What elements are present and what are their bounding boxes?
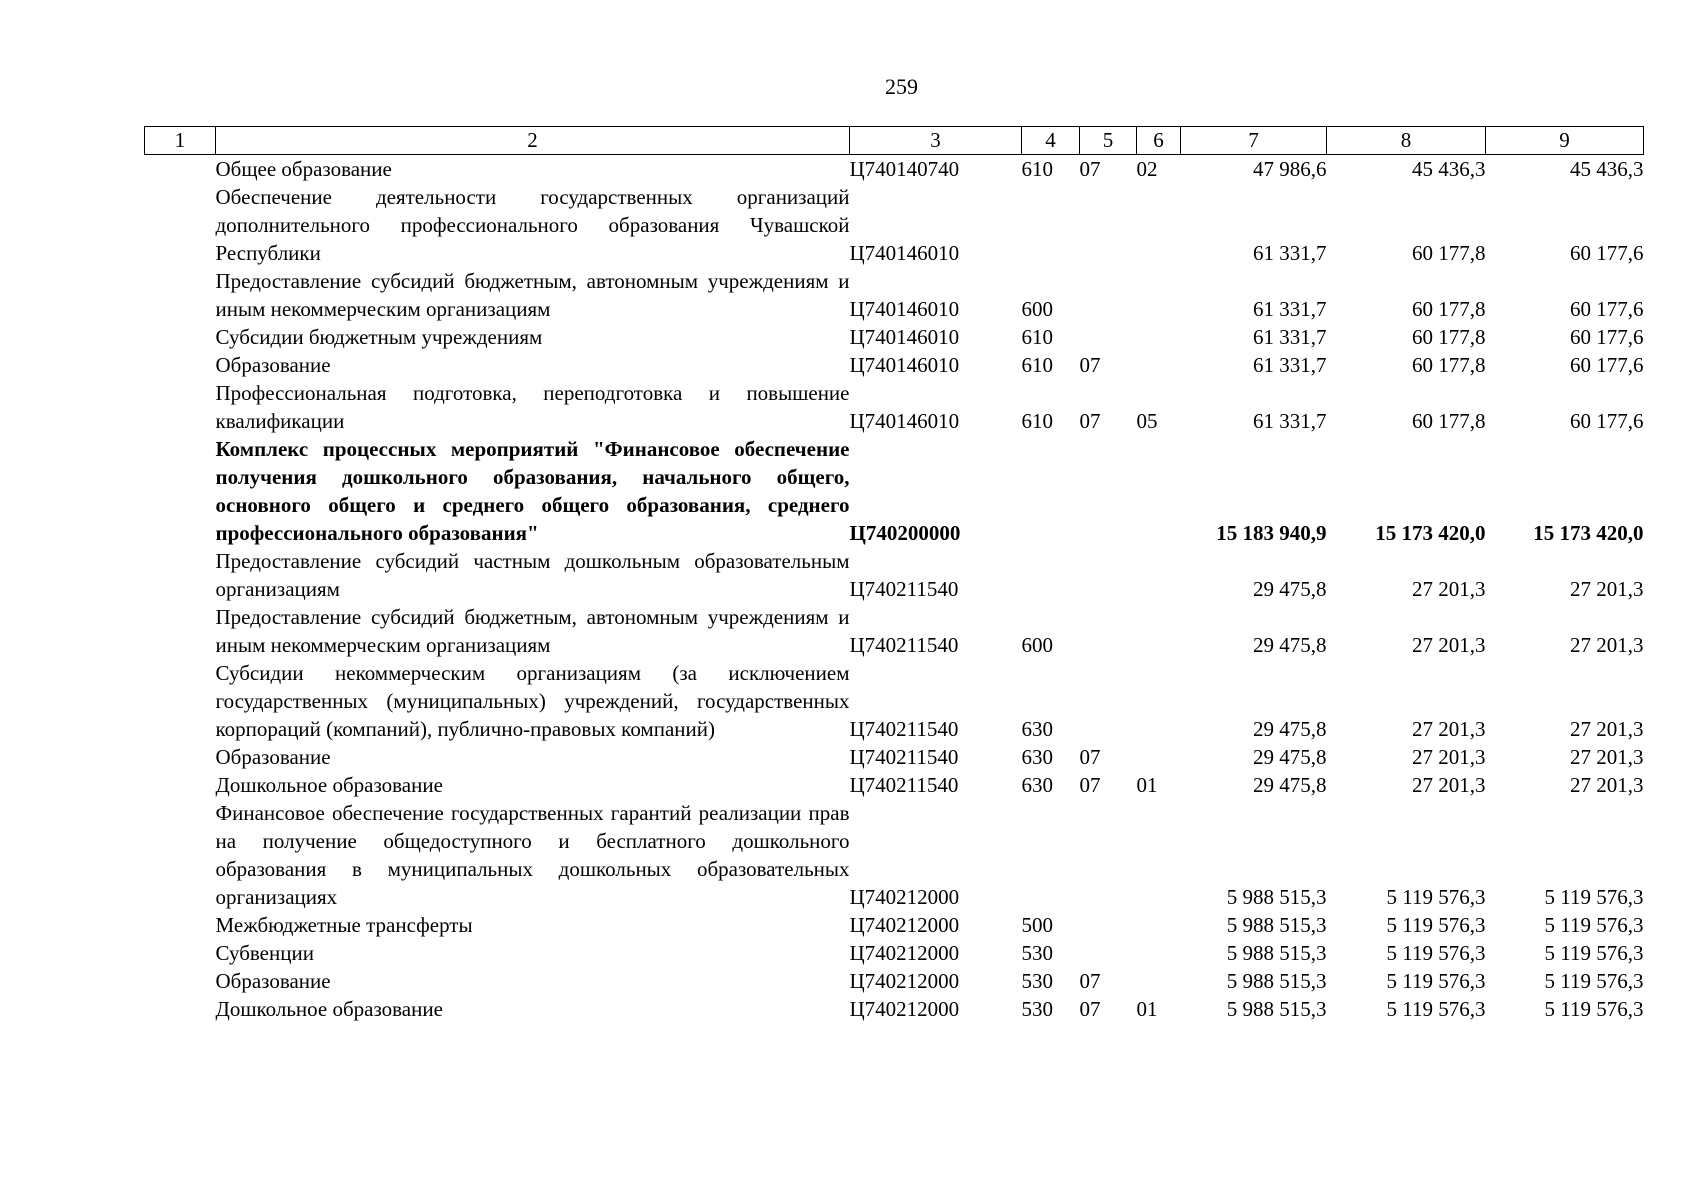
target-code-cell: Ц740146010 <box>849 325 960 349</box>
section-cell: 07 <box>1079 745 1101 769</box>
section-cell <box>1080 939 1137 967</box>
row-name-cell: Общее образование <box>215 157 392 181</box>
expense-type-cell: 630 <box>1021 717 1053 741</box>
table-row <box>145 267 1644 323</box>
subsection-cell <box>1137 603 1181 659</box>
section-cell: 07 <box>1079 409 1101 433</box>
subsection-cell: 05 <box>1136 409 1158 433</box>
subsection-cell <box>1137 659 1181 743</box>
expense-type-cell <box>1022 183 1080 267</box>
section-cell <box>1080 911 1137 939</box>
amount-col7-cell: 15 183 940,9 <box>1216 521 1327 545</box>
target-code-cell: Ц740146010 <box>849 241 960 265</box>
amount-col7-cell: 29 475,8 <box>1253 577 1327 601</box>
table-row <box>145 995 1644 1023</box>
amount-col8-cell: 60 177,8 <box>1412 409 1486 433</box>
section-cell: 07 <box>1079 157 1101 181</box>
expense-type-cell: 610 <box>1021 409 1053 433</box>
table-row <box>145 547 1644 603</box>
expense-type-cell <box>1022 799 1080 911</box>
amount-col9-cell: 27 201,3 <box>1570 577 1644 601</box>
table-row <box>145 659 1644 743</box>
row-number-cell <box>145 435 216 547</box>
section-cell: 07 <box>1079 773 1101 797</box>
table-row <box>145 183 1644 267</box>
amount-col9-cell: 5 119 576,3 <box>1544 997 1644 1021</box>
section-cell <box>1080 323 1137 351</box>
amount-col8-cell: 60 177,8 <box>1412 297 1486 321</box>
amount-col7-cell: 5 988 515,3 <box>1226 885 1327 909</box>
amount-col9-cell: 5 119 576,3 <box>1544 969 1644 993</box>
amount-col9-cell: 5 119 576,3 <box>1544 941 1644 965</box>
amount-col9-cell: 60 177,6 <box>1570 241 1644 265</box>
row-name-cell: Комплекс процессных мероприятий "Финансовое обеспечение получения дошкольного образования, начального общего, основного общего и среднего общего образования, среднего профессионального образования" <box>215 437 850 545</box>
amount-col8-cell: 5 119 576,3 <box>1386 997 1486 1021</box>
subsection-cell: 01 <box>1136 997 1158 1021</box>
amount-col8-cell: 15 173 420,0 <box>1375 521 1486 545</box>
amount-col9-cell: 27 201,3 <box>1570 717 1644 741</box>
row-number-cell <box>145 995 216 1023</box>
table-row <box>145 379 1644 435</box>
expense-type-cell: 600 <box>1021 633 1053 657</box>
amount-col8-cell: 5 119 576,3 <box>1386 969 1486 993</box>
row-name-cell: Финансовое обеспечение государственных гарантий реализации прав на получение общедоступного и бесплатного дошкольного образования в муниципальных дошкольных образовательных организациях <box>215 801 850 909</box>
subsection-cell <box>1137 547 1181 603</box>
target-code-cell: Ц740211540 <box>849 717 959 741</box>
amount-col8-cell: 5 119 576,3 <box>1386 913 1486 937</box>
expense-type-cell: 530 <box>1021 969 1053 993</box>
subsection-cell <box>1137 435 1181 547</box>
table-row <box>145 351 1644 379</box>
table-row <box>145 323 1644 351</box>
column-header: 7 <box>1181 127 1327 155</box>
column-header: 3 <box>850 127 1022 155</box>
subsection-cell <box>1137 743 1181 771</box>
amount-col7-cell: 61 331,7 <box>1253 241 1327 265</box>
row-number-cell <box>145 799 216 911</box>
amount-col8-cell: 27 201,3 <box>1412 577 1486 601</box>
column-header: 2 <box>216 127 850 155</box>
amount-col8-cell: 27 201,3 <box>1412 773 1486 797</box>
table-row <box>145 435 1644 547</box>
amount-col9-cell: 5 119 576,3 <box>1544 913 1644 937</box>
amount-col8-cell: 45 436,3 <box>1412 157 1486 181</box>
target-code-cell: Ц740212000 <box>849 941 960 965</box>
table-row <box>145 967 1644 995</box>
expense-type-cell: 500 <box>1021 913 1053 937</box>
amount-col9-cell: 27 201,3 <box>1570 773 1644 797</box>
row-number-cell <box>145 967 216 995</box>
target-code-cell: Ц740211540 <box>849 633 959 657</box>
row-name-cell: Профессиональная подготовка, переподготовка и повышение квалификации <box>215 381 850 433</box>
table-row <box>145 911 1644 939</box>
column-header: 8 <box>1327 127 1486 155</box>
row-number-cell <box>145 547 216 603</box>
target-code-cell: Ц740146010 <box>849 353 960 377</box>
target-code-cell: Ц740212000 <box>849 885 960 909</box>
column-header: 6 <box>1137 127 1181 155</box>
amount-col7-cell: 29 475,8 <box>1253 633 1327 657</box>
section-cell: 07 <box>1079 969 1101 993</box>
expense-type-cell: 610 <box>1021 325 1053 349</box>
subsection-cell: 01 <box>1136 773 1158 797</box>
amount-col8-cell: 27 201,3 <box>1412 633 1486 657</box>
row-number-cell <box>145 603 216 659</box>
subsection-cell <box>1137 939 1181 967</box>
target-code-cell: Ц740211540 <box>849 773 959 797</box>
amount-col9-cell: 5 119 576,3 <box>1544 885 1644 909</box>
expense-type-cell: 600 <box>1021 297 1053 321</box>
subsection-cell <box>1137 967 1181 995</box>
page-number: 259 <box>885 74 918 99</box>
section-cell <box>1080 603 1137 659</box>
amount-col7-cell: 5 988 515,3 <box>1226 997 1327 1021</box>
amount-col9-cell: 45 436,3 <box>1570 157 1644 181</box>
table-row <box>145 939 1644 967</box>
subsection-cell <box>1137 799 1181 911</box>
amount-col7-cell: 5 988 515,3 <box>1226 969 1327 993</box>
amount-col7-cell: 47 986,6 <box>1253 157 1327 181</box>
row-number-cell <box>145 911 216 939</box>
amount-col9-cell: 60 177,6 <box>1570 353 1644 377</box>
budget-table <box>144 126 1644 1023</box>
row-number-cell <box>145 379 216 435</box>
amount-col8-cell: 5 119 576,3 <box>1386 885 1486 909</box>
target-code-cell: Ц740140740 <box>849 157 960 181</box>
expense-type-cell <box>1022 435 1080 547</box>
amount-col7-cell: 29 475,8 <box>1253 773 1327 797</box>
row-name-cell: Субсидии некоммерческим организациям (за исключением государственных (муниципальных) учреждений, государственных корпораций (компаний), публично-правовых компаний) <box>215 661 850 741</box>
section-cell <box>1080 267 1137 323</box>
row-name-cell: Дошкольное образование <box>215 997 443 1021</box>
target-code-cell: Ц740211540 <box>849 745 959 769</box>
table-row <box>145 155 1644 184</box>
row-number-cell <box>145 939 216 967</box>
amount-col7-cell: 61 331,7 <box>1253 297 1327 321</box>
target-code-cell: Ц740146010 <box>849 409 960 433</box>
row-name-cell: Субсидии бюджетным учреждениям <box>215 325 543 349</box>
amount-col7-cell: 61 331,7 <box>1253 353 1327 377</box>
section-cell <box>1080 659 1137 743</box>
expense-type-cell: 630 <box>1021 745 1053 769</box>
row-name-cell: Обеспечение деятельности государственных организаций дополнительного профессионального образования Чувашской Республики <box>215 185 850 265</box>
row-name-cell: Образование <box>215 969 331 993</box>
target-code-cell: Ц740212000 <box>849 997 960 1021</box>
amount-col9-cell: 15 173 420,0 <box>1533 521 1644 545</box>
table-row <box>145 799 1644 911</box>
amount-col7-cell: 5 988 515,3 <box>1226 941 1327 965</box>
row-name-cell: Предоставление субсидий частным дошкольным образовательным организациям <box>215 549 850 601</box>
target-code-cell: Ц740212000 <box>849 913 960 937</box>
expense-type-cell: 530 <box>1021 997 1053 1021</box>
column-header: 5 <box>1080 127 1137 155</box>
row-number-cell <box>145 155 216 184</box>
row-number-cell <box>145 743 216 771</box>
column-header: 9 <box>1486 127 1644 155</box>
amount-col9-cell: 60 177,6 <box>1570 325 1644 349</box>
expense-type-cell <box>1022 547 1080 603</box>
table-row <box>145 743 1644 771</box>
subsection-cell <box>1137 323 1181 351</box>
section-cell: 07 <box>1079 997 1101 1021</box>
subsection-cell <box>1137 911 1181 939</box>
row-number-cell <box>145 323 216 351</box>
target-code-cell: Ц740146010 <box>849 297 960 321</box>
section-cell <box>1080 799 1137 911</box>
target-code-cell: Ц740200000 <box>849 521 961 545</box>
amount-col7-cell: 29 475,8 <box>1253 745 1327 769</box>
amount-col8-cell: 27 201,3 <box>1412 717 1486 741</box>
table-row <box>145 603 1644 659</box>
amount-col8-cell: 60 177,8 <box>1412 241 1486 265</box>
section-cell: 07 <box>1079 353 1101 377</box>
amount-col8-cell: 60 177,8 <box>1412 353 1486 377</box>
amount-col7-cell: 29 475,8 <box>1253 717 1327 741</box>
expense-type-cell: 530 <box>1021 941 1053 965</box>
amount-col7-cell: 61 331,7 <box>1253 325 1327 349</box>
subsection-cell <box>1137 351 1181 379</box>
row-number-cell <box>145 183 216 267</box>
section-cell <box>1080 435 1137 547</box>
subsection-cell: 02 <box>1136 157 1158 181</box>
column-header: 4 <box>1022 127 1080 155</box>
row-number-cell <box>145 771 216 799</box>
row-name-cell: Предоставление субсидий бюджетным, автономным учреждениям и иным некоммерческим организациям <box>215 269 850 321</box>
row-name-cell: Образование <box>215 745 331 769</box>
row-number-cell <box>145 351 216 379</box>
section-cell <box>1080 547 1137 603</box>
target-code-cell: Ц740211540 <box>849 577 959 601</box>
row-name-cell: Субвенции <box>215 941 314 965</box>
amount-col7-cell: 61 331,7 <box>1253 409 1327 433</box>
row-name-cell: Дошкольное образование <box>215 773 443 797</box>
amount-col7-cell: 5 988 515,3 <box>1226 913 1327 937</box>
expense-type-cell: 610 <box>1021 157 1053 181</box>
row-number-cell <box>145 659 216 743</box>
amount-col8-cell: 27 201,3 <box>1412 745 1486 769</box>
table-row <box>145 771 1644 799</box>
row-number-cell <box>145 267 216 323</box>
row-name-cell: Межбюджетные трансферты <box>215 913 473 937</box>
expense-type-cell: 610 <box>1021 353 1053 377</box>
row-name-cell: Предоставление субсидий бюджетным, автономным учреждениям и иным некоммерческим организациям <box>215 605 850 657</box>
column-number-header-row <box>145 127 1644 155</box>
subsection-cell <box>1137 267 1181 323</box>
target-code-cell: Ц740212000 <box>849 969 960 993</box>
amount-col8-cell: 60 177,8 <box>1412 325 1486 349</box>
amount-col9-cell: 27 201,3 <box>1570 745 1644 769</box>
column-header: 1 <box>145 127 216 155</box>
amount-col9-cell: 60 177,6 <box>1570 409 1644 433</box>
expense-type-cell: 630 <box>1021 773 1053 797</box>
amount-col9-cell: 27 201,3 <box>1570 633 1644 657</box>
section-cell <box>1080 183 1137 267</box>
amount-col9-cell: 60 177,6 <box>1570 297 1644 321</box>
row-name-cell: Образование <box>215 353 331 377</box>
subsection-cell <box>1137 183 1181 267</box>
amount-col8-cell: 5 119 576,3 <box>1386 941 1486 965</box>
